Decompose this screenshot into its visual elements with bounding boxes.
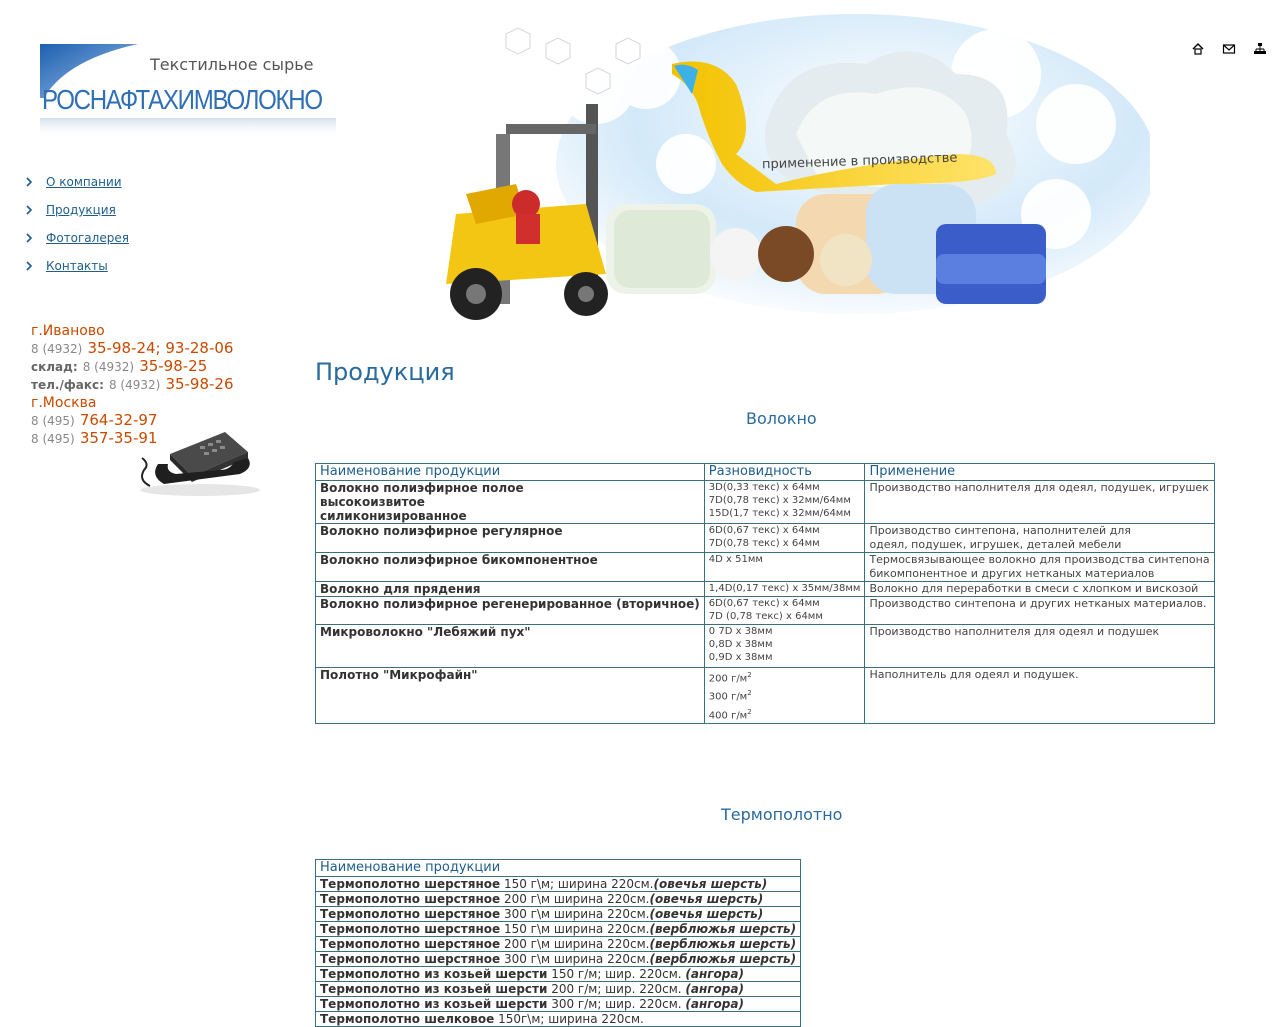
fiber-products-table (315, 463, 1215, 724)
fax-label: тел./факс: (31, 378, 104, 392)
variant-value: 200 г/м (708, 673, 748, 685)
application-cell (865, 524, 1214, 553)
chevron-right-icon (24, 232, 36, 244)
product-cell (316, 937, 801, 952)
section-title-fiber: Волокно (746, 409, 817, 428)
product-cell (316, 952, 801, 967)
product-spec: 200 г/м; шир. 220см. (547, 982, 686, 996)
product-spec: 150 г\м; ширина 220см. (500, 877, 654, 891)
phone-prefix: 8 (495) (31, 414, 75, 428)
product-note: (верблюжья шерсть) (649, 952, 797, 966)
page-title: Продукция (315, 358, 455, 386)
variant-cell (704, 625, 865, 668)
product-note: (ангора) (685, 982, 744, 996)
table-row (316, 597, 1215, 625)
application-cell (865, 668, 1214, 724)
nav-item-products[interactable] (24, 196, 129, 224)
product-name: Термополотно шерстяное (320, 937, 501, 951)
phone-number: 764-32-97 (79, 411, 158, 429)
section-title-thermo: Термополотно (721, 805, 843, 824)
table-row (316, 877, 801, 892)
phone-prefix: 8 (4932) (82, 360, 135, 374)
product-name-cell (316, 524, 705, 553)
table-row (316, 668, 1215, 724)
product-name-cell (316, 553, 705, 582)
product-name-line: Микроволокно "Лебяжий пух" (320, 625, 531, 639)
table-row (316, 582, 1215, 597)
product-name-line: Волокно полиэфирное бикомпонентное (320, 553, 598, 567)
column-header: Применение (865, 464, 1214, 481)
phone-number: 35-98-26 (165, 375, 234, 393)
variant-line: 7D (0,78 текс) х 64мм (708, 611, 823, 622)
product-name-line: силиконизированное (320, 509, 467, 523)
product-name: Термополотно шерстяное (320, 907, 501, 921)
variant-line: 6D(0,67 текс) х 64мм (708, 598, 820, 609)
product-name: Термополотно шерстяное (320, 922, 501, 936)
product-name-line: Волокно полиэфирное регулярное (320, 524, 563, 538)
chevron-right-icon (24, 204, 36, 216)
variant-cell (704, 481, 865, 524)
nav-link-gallery[interactable]: Фотогалерея (46, 231, 129, 245)
product-cell (316, 922, 801, 937)
product-name-cell (316, 481, 705, 524)
variant-cell (704, 597, 865, 625)
product-name-line: Полотно "Микрофайн" (320, 668, 478, 682)
table-row (316, 922, 801, 937)
table-row (316, 892, 801, 907)
nav-item-about[interactable] (24, 168, 129, 196)
product-spec: 200 г\м ширина 220см. (500, 937, 650, 951)
city-ivanovo: г.Иваново (31, 323, 105, 339)
product-note: (верблюжья шерсть) (649, 922, 797, 936)
variant-value: 300 г/м (708, 691, 748, 703)
logo-company-name: РОСНАФТАХИМВОЛОКНО (42, 84, 322, 115)
product-name: Термополотно шелковое (320, 1012, 495, 1026)
table-row (316, 625, 1215, 668)
variant-cell (704, 524, 865, 553)
product-name-cell (316, 582, 705, 597)
application-line: Производство наполнителя для одеял, подушек, игрушек (869, 481, 1209, 494)
application-line: Производство синтепона, наполнителей для (869, 524, 1131, 537)
phone-number: 35-98-24; 93-28-06 (87, 339, 234, 357)
phone-prefix: 8 (4932) (108, 378, 161, 392)
product-name-line: высокоизвитое (320, 495, 425, 509)
table-row (316, 952, 801, 967)
telephone-image (130, 424, 265, 499)
table-row (316, 967, 801, 982)
variant-line: 4D х 51мм (708, 554, 763, 565)
variant-cell (704, 582, 865, 597)
product-name: Термополотно шерстяное (320, 952, 501, 966)
variant-line (709, 668, 861, 686)
variant-cell (704, 553, 865, 582)
table-row (316, 553, 1215, 582)
product-cell (316, 1012, 801, 1027)
product-note: (овечья шерсть) (649, 892, 764, 906)
superscript: 2 (747, 689, 752, 698)
nav-link-products[interactable]: Продукция (46, 203, 116, 217)
product-name-cell (316, 668, 705, 724)
product-name: Термополотно из козьей шерсти (320, 967, 548, 981)
column-header: Разновидность (704, 464, 865, 481)
product-spec: 300 г\м ширина 220см. (500, 952, 650, 966)
phone-prefix: 8 (495) (31, 432, 75, 446)
city-moscow: г.Москва (31, 395, 97, 411)
variant-line: 1,4D(0,17 текс) х 35мм/38мм (708, 583, 861, 594)
product-name-cell (316, 597, 705, 625)
variant-line: 0,8D х 38мм (708, 639, 773, 650)
product-cell (316, 907, 801, 922)
phone-number: 357-35-91 (79, 429, 158, 447)
table-row (316, 481, 1215, 524)
product-cell (316, 892, 801, 907)
product-name-line: Волокно для прядения (320, 582, 481, 596)
variant-line (709, 686, 861, 704)
nav-link-contacts[interactable]: Контакты (46, 259, 108, 273)
banner-illustration (436, 14, 1150, 332)
superscript: 2 (747, 707, 752, 716)
table-row (316, 524, 1215, 553)
home-icon[interactable] (1191, 42, 1205, 56)
column-header: Наименование продукции (316, 464, 705, 481)
variant-line: 0 7D х 38мм (708, 626, 773, 637)
product-name: Термополотно из козьей шерсти (320, 997, 548, 1011)
table-header-row (316, 860, 801, 877)
table-row (316, 982, 801, 997)
product-note: (овечья шерсть) (649, 907, 764, 921)
superscript: 2 (747, 671, 752, 679)
product-cell (316, 982, 801, 997)
application-line: Наполнитель для одеял и подушек. (869, 668, 1079, 681)
product-name: Термополотно шерстяное (320, 877, 501, 891)
product-cell (316, 997, 801, 1012)
product-spec: 150г\м; ширина 220см. (494, 1012, 644, 1026)
banner-ribbon-text: применение в производстве (761, 150, 958, 173)
nav-item-contacts[interactable] (24, 252, 129, 280)
application-cell (865, 582, 1214, 597)
variant-line: 3D(0,33 текс) х 64мм (708, 482, 820, 493)
product-spec: 150 г\м ширина 220см. (500, 922, 650, 936)
product-cell (316, 877, 801, 892)
application-cell (865, 625, 1214, 668)
product-note: (верблюжья шерсть) (649, 937, 797, 951)
application-line: бикомпонентное и других нетканых материалов (869, 567, 1155, 580)
table-row (316, 997, 801, 1012)
phone-number: 35-98-25 (139, 357, 208, 375)
main-nav (24, 168, 129, 280)
product-cell (316, 967, 801, 982)
application-cell (865, 553, 1214, 582)
variant-line (709, 705, 861, 723)
variant-value: 400 г/м (708, 709, 748, 721)
chevron-right-icon (24, 176, 36, 188)
product-spec: 300 г/м; шир. 220см. (547, 997, 686, 1011)
warehouse-label: склад: (31, 360, 78, 374)
variant-line: 6D(0,67 текс) х 64мм (708, 525, 820, 536)
phone-prefix: 8 (4932) (31, 342, 83, 356)
application-line: Производство синтепона и других нетканых материалов. (869, 597, 1207, 610)
product-spec: 150 г/м; шир. 220см. (547, 967, 686, 981)
table-row (316, 937, 801, 952)
product-name-cell (316, 625, 705, 668)
product-name-line: Волокно полиэфирное полое (320, 481, 524, 495)
table-row (316, 1012, 801, 1027)
product-note: (ангора) (685, 997, 744, 1011)
thermo-products-table (315, 859, 801, 1027)
application-line: Термосвязывающее волокно для производства синтепона (869, 553, 1210, 566)
chevron-right-icon (24, 260, 36, 272)
table-row (316, 907, 801, 922)
product-name: Термополотно из козьей шерсти (320, 982, 548, 996)
variant-line: 7D(0,78 текс) х 64мм (708, 538, 820, 549)
column-header: Наименование продукции (316, 860, 801, 877)
product-name-line: Волокно полиэфирное регенерированное (вторичное) (320, 597, 700, 611)
nav-link-about[interactable]: О компании (46, 175, 122, 189)
variant-cell (704, 668, 865, 724)
application-line: Волокно для переработки в смеси с хлопком и вискозой (869, 582, 1199, 595)
product-spec: 200 г\м ширина 220см. (500, 892, 650, 906)
logo-tagline: Текстильное сырье (150, 55, 314, 74)
application-cell (865, 597, 1214, 625)
product-name: Термополотно шерстяное (320, 892, 501, 906)
table-header-row (316, 464, 1215, 481)
mail-icon[interactable] (1222, 42, 1236, 56)
application-cell (865, 481, 1214, 524)
product-note: (овечья шерсть) (653, 877, 768, 891)
nav-item-gallery[interactable] (24, 224, 129, 252)
product-spec: 300 г\м ширина 220см. (500, 907, 650, 921)
variant-line: 7D(0,78 текс) х 32мм/64мм (708, 495, 851, 506)
product-note: (ангора) (685, 967, 744, 981)
sitemap-icon[interactable] (1253, 42, 1267, 56)
company-logo[interactable] (36, 40, 346, 140)
application-line: Производство наполнителя для одеял и подушек (869, 625, 1160, 638)
variant-line: 0,9D х 38мм (708, 652, 773, 663)
variant-line: 15D(1,7 текс) х 32мм/64мм (708, 508, 851, 519)
application-line: одеял, подушек, игрушек, деталей мебели (869, 538, 1122, 551)
